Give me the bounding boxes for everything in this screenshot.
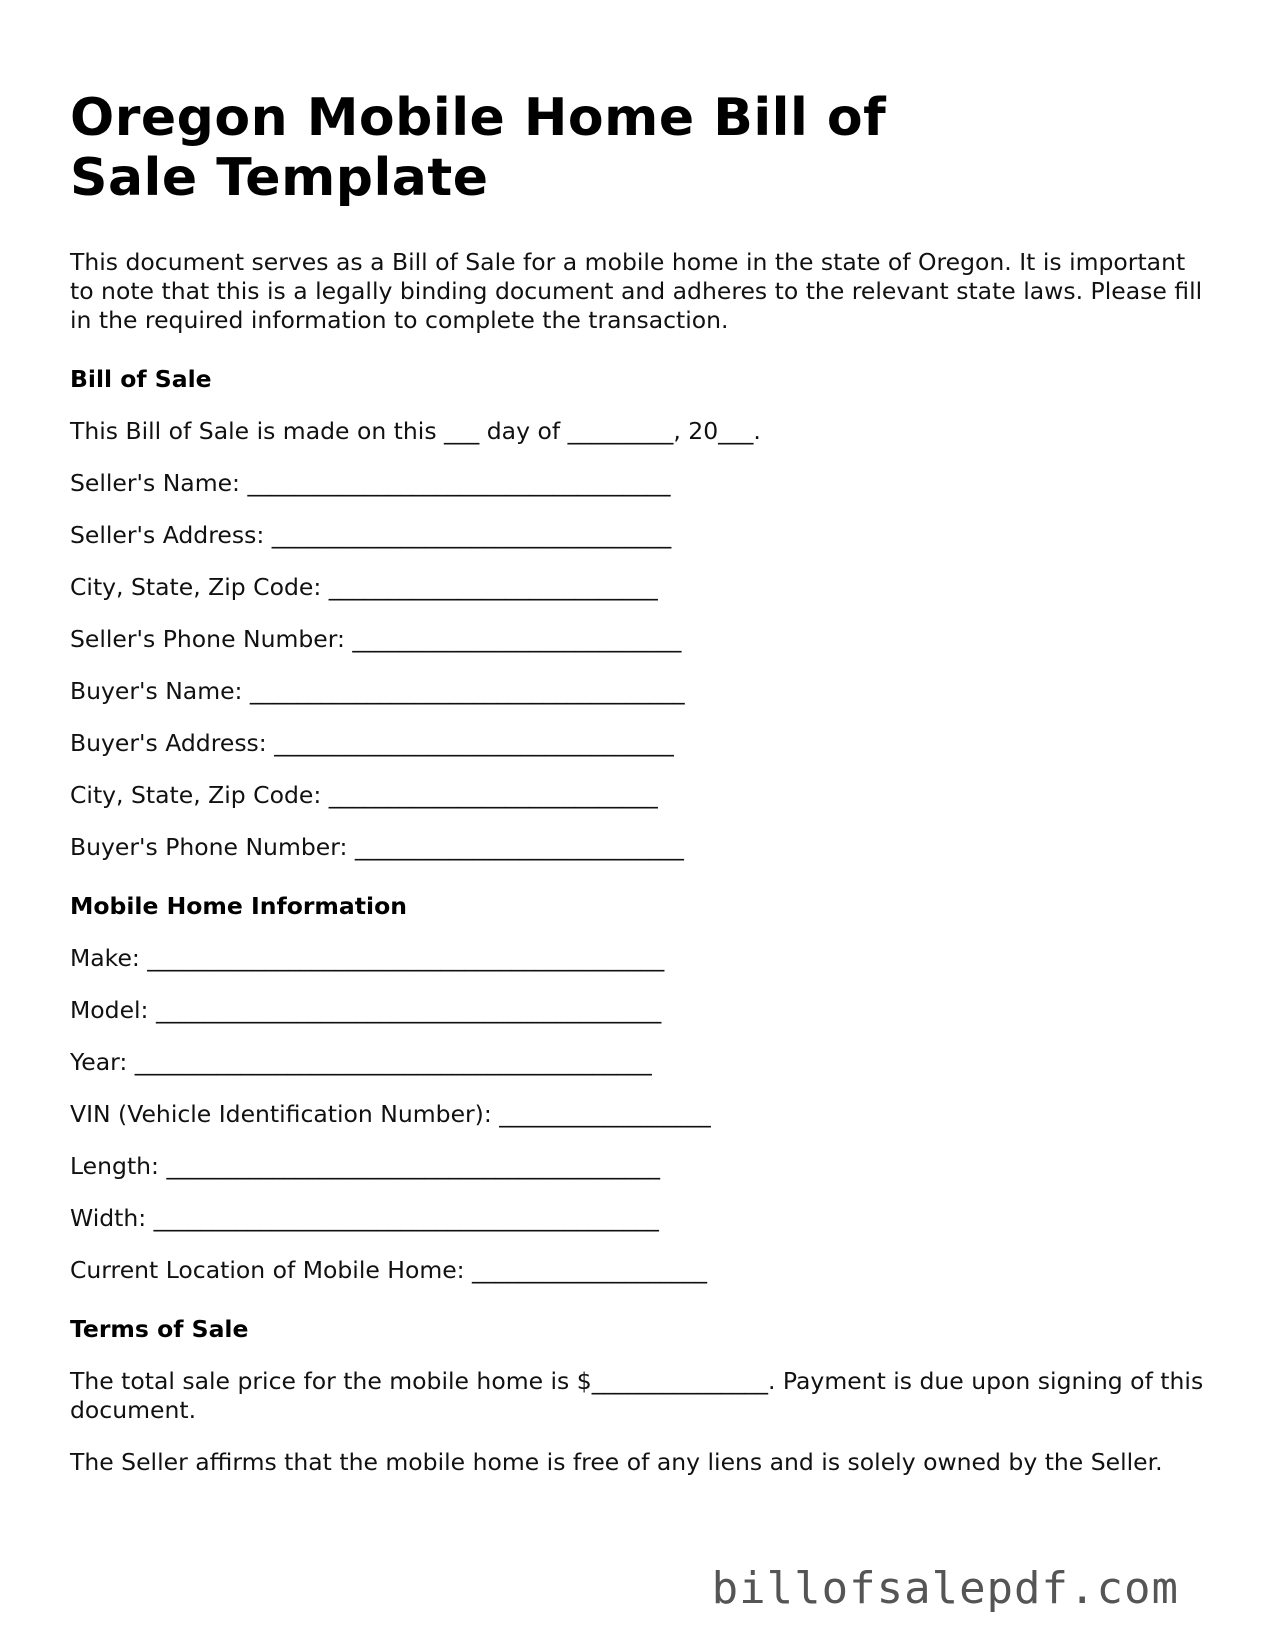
mobile-home-info-heading: Mobile Home Information — [70, 892, 407, 920]
current-location-field: Current Location of Mobile Home: ____________________ — [70, 1256, 708, 1284]
buyer-city-state-zip-field: City, State, Zip Code: ____________________________ — [70, 781, 658, 809]
seller-phone-field: Seller's Phone Number: ____________________________ — [70, 625, 682, 653]
sale-price-paragraph: The total sale price for the mobile home is $_______________. Payment is due upon signing of this document. — [70, 1367, 1204, 1424]
document-title: Oregon Mobile Home Bill of Sale Template — [70, 88, 887, 208]
buyer-name-field: Buyer's Name: _____________________________________ — [70, 677, 685, 705]
make-field: Make: ____________________________________________ — [70, 944, 665, 972]
intro-paragraph: This document serves as a Bill of Sale for a mobile home in the state of Oregon. It is important to note that this is a legally binding document and adheres to the relevant state laws. Please fill in the required information to complete the transaction. — [70, 248, 1203, 334]
seller-address-field: Seller's Address: __________________________________ — [70, 521, 672, 549]
seller-name-field: Seller's Name: ____________________________________ — [70, 469, 671, 497]
liens-affirmation-paragraph: The Seller affirms that the mobile home is free of any liens and is solely owned by the Seller. — [70, 1448, 1163, 1476]
model-field: Model: ___________________________________________ — [70, 996, 662, 1024]
width-field: Width: ___________________________________________ — [70, 1204, 659, 1232]
bill-of-sale-heading: Bill of Sale — [70, 365, 212, 393]
document-page — [70, 88, 1210, 1477]
year-field: Year: ____________________________________________ — [70, 1048, 652, 1076]
seller-city-state-zip-field: City, State, Zip Code: ____________________________ — [70, 573, 658, 601]
length-field: Length: __________________________________________ — [70, 1152, 660, 1180]
buyer-address-field: Buyer's Address: __________________________________ — [70, 729, 674, 757]
terms-of-sale-heading: Terms of Sale — [70, 1315, 249, 1343]
vin-field: VIN (Vehicle Identification Number): __________________ — [70, 1100, 711, 1128]
sale-date-field: This Bill of Sale is made on this ___ day of _________, 20___. — [70, 417, 761, 445]
buyer-phone-field: Buyer's Phone Number: ____________________________ — [70, 833, 684, 861]
watermark-logo: billofsalepdf.com — [711, 1563, 1179, 1614]
